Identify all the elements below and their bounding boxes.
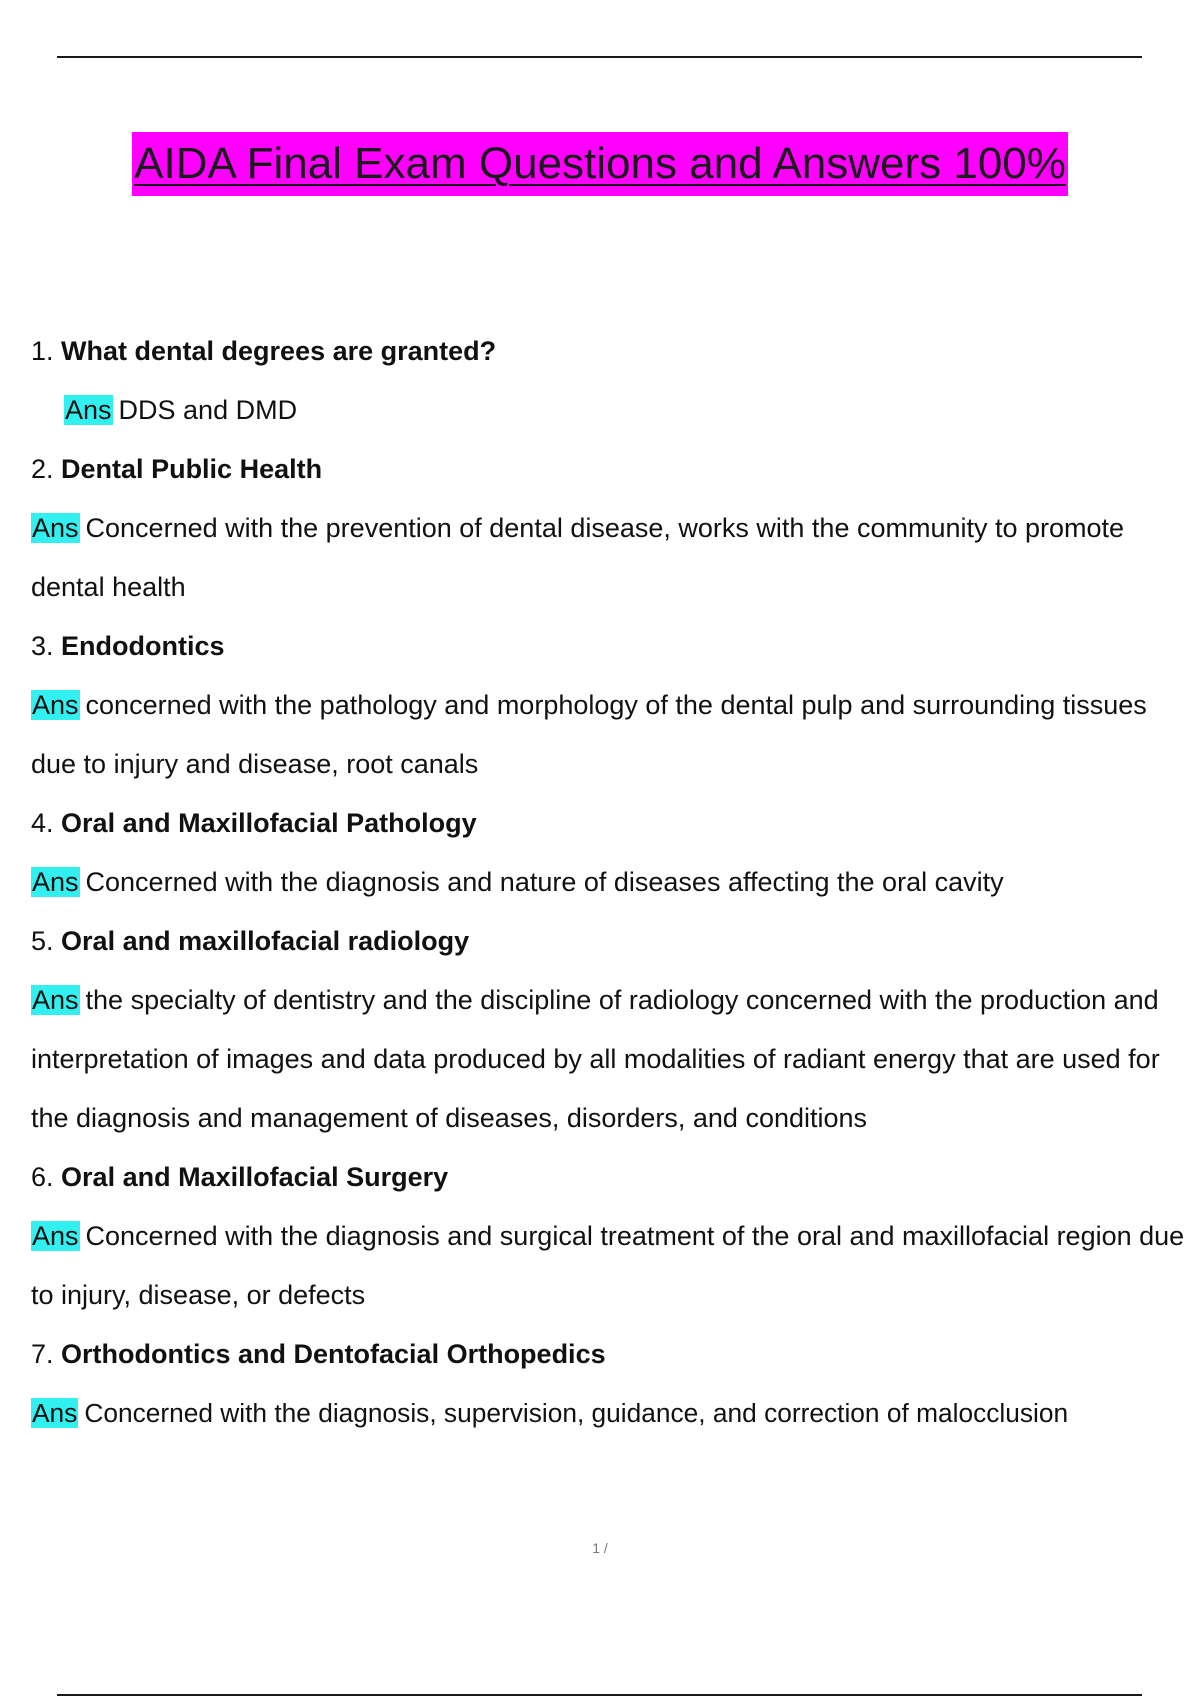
answer-1 xyxy=(31,381,1191,440)
question-6 xyxy=(31,1148,1191,1207)
document-title: AIDA Final Exam Questions and Answers 100% xyxy=(132,132,1068,196)
answer-text: Concerned with the prevention of dental disease, works with the community to promote dental health xyxy=(31,513,1125,602)
answer-5 xyxy=(31,971,1191,1148)
question-number: 2. xyxy=(31,454,54,484)
question-number: 7. xyxy=(31,1339,54,1369)
question-5 xyxy=(31,912,1191,971)
ans-label: Ans xyxy=(32,985,79,1015)
ans-label: Ans xyxy=(32,513,79,543)
question-number: 6. xyxy=(31,1162,54,1192)
answer-text: DDS and DMD xyxy=(118,395,298,425)
question-number: 1. xyxy=(31,336,54,366)
ans-label: Ans xyxy=(32,1221,79,1251)
question-text: Oral and maxillofacial radiology xyxy=(61,926,470,956)
answer-text: Concerned with the diagnosis, supervision, guidance, and correction of malocclusion xyxy=(84,1398,1069,1428)
question-1 xyxy=(31,322,1191,381)
answer-4 xyxy=(31,853,1191,912)
bottom-rule xyxy=(57,1694,1142,1696)
question-text: Dental Public Health xyxy=(61,454,323,484)
answer-text: Concerned with the diagnosis and nature of diseases affecting the oral cavity xyxy=(85,867,1004,897)
question-text: Orthodontics and Dentofacial Orthopedics xyxy=(61,1339,606,1369)
answer-2 xyxy=(31,499,1191,617)
ans-label: Ans xyxy=(65,395,112,425)
question-number: 3. xyxy=(31,631,54,661)
question-text: Oral and Maxillofacial Pathology xyxy=(61,808,477,838)
question-number: 5. xyxy=(31,926,54,956)
question-2 xyxy=(31,440,1191,499)
answer-text: Concerned with the diagnosis and surgical treatment of the oral and maxillofacial region due to injury, disease, or defects xyxy=(31,1221,1185,1310)
question-4 xyxy=(31,794,1191,853)
ans-label: Ans xyxy=(32,867,79,897)
question-3 xyxy=(31,617,1191,676)
answer-3 xyxy=(31,676,1191,794)
answer-7 xyxy=(31,1384,1191,1443)
question-number: 4. xyxy=(31,808,54,838)
question-text: Oral and Maxillofacial Surgery xyxy=(61,1162,449,1192)
question-text: What dental degrees are granted? xyxy=(61,336,497,366)
page-number: 1 / xyxy=(592,1540,608,1556)
answer-text: concerned with the pathology and morphology of the dental pulp and surrounding tissues due to injury and disease, root canals xyxy=(31,690,1147,779)
question-7 xyxy=(31,1325,1191,1384)
qa-list xyxy=(31,322,1191,1443)
title-container xyxy=(0,132,1200,196)
answer-text: the specialty of dentistry and the discipline of radiology concerned with the production and interpretation of images and data produced by all modalities of radiant energy that are used for the diagnosis and management of diseases, disorders, and conditions xyxy=(31,985,1160,1133)
top-rule xyxy=(57,56,1142,58)
question-text: Endodontics xyxy=(61,631,225,661)
ans-label: Ans xyxy=(32,1398,78,1428)
ans-label: Ans xyxy=(32,690,79,720)
answer-6 xyxy=(31,1207,1191,1325)
